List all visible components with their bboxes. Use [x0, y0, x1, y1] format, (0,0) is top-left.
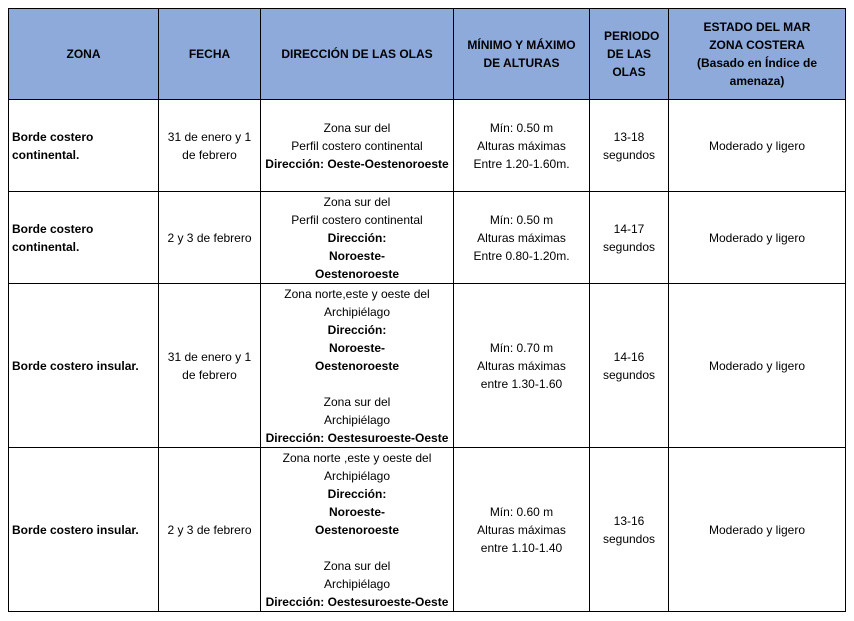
direccion-label: Dirección: Oeste-Oestenoroeste [265, 156, 449, 171]
header-row [9, 9, 846, 100]
altura-maxima-rango: entre 1.10-1.40 [480, 540, 563, 555]
header-alturas: MÍNIMO Y MÁXIMO DE ALTURAS [454, 9, 590, 100]
header-estado-line3: (Basado en Índice de amenaza) [696, 56, 818, 88]
direccion-text: Perfil costero continental [291, 138, 423, 153]
cell-zona: Borde costero continental. [9, 192, 159, 284]
cell-estado: Moderado y ligero [669, 448, 846, 612]
cell-alturas [454, 284, 590, 448]
cell-fecha: 31 de enero y 1 de febrero [159, 284, 261, 448]
direccion-text: Zona sur del [323, 194, 391, 209]
cell-direccion [261, 192, 454, 284]
spacer [277, 375, 437, 393]
cell-fecha: 2 y 3 de febrero [159, 192, 261, 284]
table-row [9, 448, 846, 612]
altura-maxima-label: Alturas máximas [477, 138, 566, 153]
altura-maxima-label: Alturas máximas [477, 358, 566, 373]
direccion-label: Dirección: Noroeste-Oestenoroeste [314, 230, 400, 281]
cell-estado: Moderado y ligero [669, 192, 846, 284]
cell-periodo: 14-16 segundos [590, 284, 669, 448]
altura-maxima-rango: Entre 1.20-1.60m. [473, 156, 570, 171]
direccion-label: Dirección: Oestesuroeste-Oeste [265, 594, 449, 609]
altura-maxima-label: Alturas máximas [477, 230, 566, 245]
altura-minima: Mín: 0.50 m [489, 212, 554, 227]
header-zona: ZONA [9, 9, 159, 100]
cell-zona: Borde costero insular. [9, 284, 159, 448]
direccion-label: Dirección: Noroeste-Oestenoroeste [314, 322, 400, 373]
cell-estado: Moderado y ligero [669, 284, 846, 448]
direccion-text: Zona norte,este y oeste del Archipiélago [284, 286, 430, 319]
table-row [9, 100, 846, 192]
header-estado-line1: ESTADO DEL MAR [703, 20, 811, 34]
cell-zona: Borde costero continental. [9, 100, 159, 192]
direccion-label: Dirección: Oestesuroeste-Oeste [265, 430, 449, 445]
cell-direccion [261, 448, 454, 612]
direccion-text: Zona sur del Archipiélago [323, 394, 391, 427]
altura-maxima-rango: entre 1.30-1.60 [480, 376, 563, 391]
direccion-text: Perfil costero continental [291, 212, 423, 227]
cell-fecha: 2 y 3 de febrero [159, 448, 261, 612]
altura-minima: Mín: 0.60 m [489, 504, 554, 519]
table-row [9, 192, 846, 284]
header-direccion: DIRECCIÓN DE LAS OLAS [261, 9, 454, 100]
direccion-text: Zona sur del [323, 120, 391, 135]
cell-alturas [454, 448, 590, 612]
header-periodo: PERIODO DE LAS OLAS [590, 9, 669, 100]
cell-periodo: 13-16 segundos [590, 448, 669, 612]
cell-fecha: 31 de enero y 1 de febrero [159, 100, 261, 192]
cell-estado: Moderado y ligero [669, 100, 846, 192]
direccion-text: Zona sur del Archipiélago [323, 558, 391, 591]
cell-direccion [261, 284, 454, 448]
altura-maxima-rango: Entre 0.80-1.20m. [473, 248, 570, 263]
header-estado [669, 9, 846, 100]
altura-maxima-label: Alturas máximas [477, 522, 566, 537]
wave-forecast-table [8, 8, 846, 612]
cell-direccion [261, 100, 454, 192]
header-fecha: FECHA [159, 9, 261, 100]
cell-periodo: 13-18 segundos [590, 100, 669, 192]
direccion-label: Dirección: Noroeste-Oestenoroeste [314, 486, 400, 537]
direccion-text: Zona norte ,este y oeste del Archipiélago [282, 450, 432, 483]
cell-periodo: 14-17 segundos [590, 192, 669, 284]
cell-zona: Borde costero insular. [9, 448, 159, 612]
cell-alturas [454, 100, 590, 192]
cell-alturas [454, 192, 590, 284]
spacer [277, 539, 437, 557]
altura-minima: Mín: 0.50 m [489, 120, 554, 135]
altura-minima: Mín: 0.70 m [489, 340, 554, 355]
header-estado-line2: ZONA COSTERA [709, 38, 805, 52]
table-row [9, 284, 846, 448]
